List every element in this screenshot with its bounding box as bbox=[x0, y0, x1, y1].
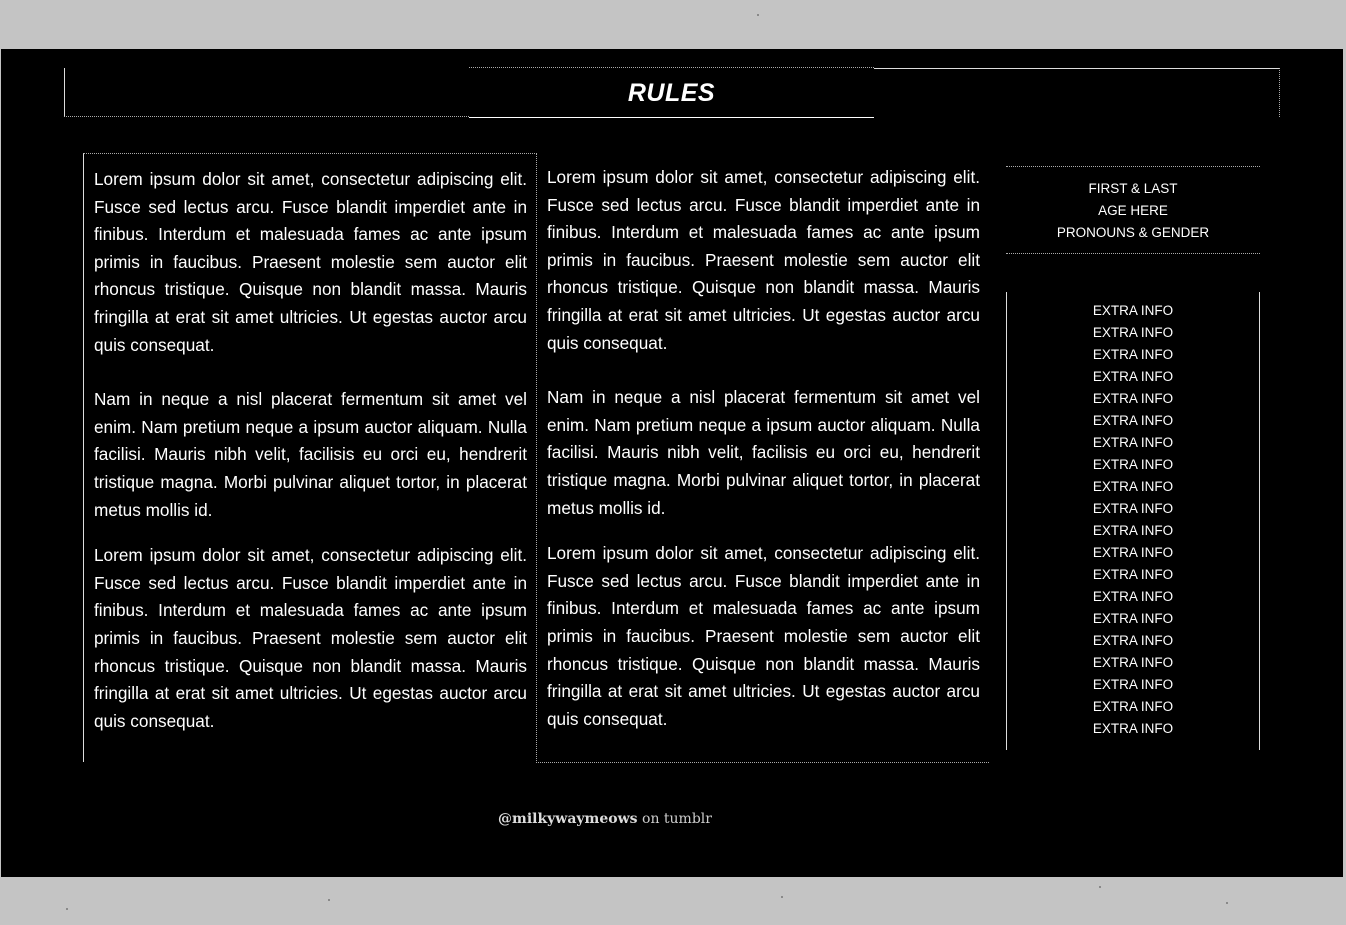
extra-info-item: EXTRA INFO bbox=[1092, 413, 1174, 428]
rules-paragraph: Lorem ipsum dolor sit amet, consectetur adipiscing elit. Fusce sed lectus arcu. Fusce blandit imperdiet ante in finibus. Interdum et malesuada fames ac ante ipsum primis in faucibus. Praesent molestie sem auctor elit rhoncus tristique. Quisque non blandit massa. Mauris fringilla at erat sit amet ultricies. Ut egestas auctor arcu quis consequat. bbox=[547, 543, 980, 729]
extra-info-item: EXTRA INFO bbox=[1092, 303, 1174, 318]
rules-paragraph: Nam in neque a nisl placerat fermentum sit amet vel enim. Nam pretium neque a ipsum auctor aliquam. Nulla facilisi. Mauris nibh velit, facilisis eu orci eu, hendrerit tristique magna. Morbi pulvinar aliquet tortor, in placerat metus mollis id. bbox=[547, 387, 980, 518]
rules-card bbox=[1, 49, 1343, 877]
extra-info-item: EXTRA INFO bbox=[1092, 611, 1174, 626]
paper-speck bbox=[1099, 886, 1101, 888]
profile-name: FIRST & LAST bbox=[1088, 181, 1178, 196]
extra-info-item: EXTRA INFO bbox=[1092, 369, 1174, 384]
extra-info-item: EXTRA INFO bbox=[1092, 699, 1174, 714]
credit-line bbox=[0, 811, 1276, 827]
header-frame-left bbox=[64, 68, 469, 117]
rules-paragraph: Lorem ipsum dolor sit amet, consectetur adipiscing elit. Fusce sed lectus arcu. Fusce blandit imperdiet ante in finibus. Interdum et malesuada fames ac ante ipsum primis in faucibus. Praesent molestie sem auctor elit rhoncus tristique. Quisque non blandit massa. Mauris fringilla at erat sit amet ultricies. Ut egestas auctor arcu quis consequat. bbox=[547, 167, 980, 353]
extra-info-item: EXTRA INFO bbox=[1092, 589, 1174, 604]
credit-handle-link[interactable]: @milkywaymeows bbox=[498, 811, 638, 827]
rules-column-left bbox=[83, 153, 537, 762]
extra-info-item: EXTRA INFO bbox=[1092, 479, 1174, 494]
paper-speck bbox=[781, 896, 783, 898]
extra-info-item: EXTRA INFO bbox=[1092, 325, 1174, 340]
rules-paragraph: Lorem ipsum dolor sit amet, consectetur adipiscing elit. Fusce sed lectus arcu. Fusce blandit imperdiet ante in finibus. Interdum et malesuada fames ac ante ipsum primis in faucibus. Praesent molestie sem auctor elit rhoncus tristique. Quisque non blandit massa. Mauris fringilla at erat sit amet ultricies. Ut egestas auctor arcu quis consequat. bbox=[94, 169, 527, 355]
extra-info-item: EXTRA INFO bbox=[1092, 545, 1174, 560]
extra-info-item: EXTRA INFO bbox=[1092, 677, 1174, 692]
extra-info-item: EXTRA INFO bbox=[1092, 567, 1174, 582]
profile-age: AGE HERE bbox=[1098, 203, 1168, 218]
paper-speck bbox=[66, 908, 68, 910]
extra-info-item: EXTRA INFO bbox=[1092, 655, 1174, 670]
extra-info-item: EXTRA INFO bbox=[1092, 457, 1174, 472]
extra-info-item: EXTRA INFO bbox=[1092, 721, 1174, 736]
extra-info-item: EXTRA INFO bbox=[1092, 347, 1174, 362]
credit-suffix: on tumblr bbox=[637, 811, 712, 827]
rules-paragraph: Lorem ipsum dolor sit amet, consectetur adipiscing elit. Fusce sed lectus arcu. Fusce blandit imperdiet ante in finibus. Interdum et malesuada fames ac ante ipsum primis in faucibus. Praesent molestie sem auctor elit rhoncus tristique. Quisque non blandit massa. Mauris fringilla at erat sit amet ultricies. Ut egestas auctor arcu quis consequat. bbox=[94, 545, 527, 731]
paper-speck bbox=[1226, 902, 1228, 904]
extra-info-item: EXTRA INFO bbox=[1092, 391, 1174, 406]
extra-info-item: EXTRA INFO bbox=[1092, 435, 1174, 450]
extra-info-item: EXTRA INFO bbox=[1092, 501, 1174, 516]
extra-info-list bbox=[1006, 292, 1260, 750]
extra-info-item: EXTRA INFO bbox=[1092, 633, 1174, 648]
profile-box bbox=[1006, 166, 1260, 254]
extra-info-item: EXTRA INFO bbox=[1092, 523, 1174, 538]
page-title: RULES bbox=[627, 79, 716, 107]
rules-paragraph: Nam in neque a nisl placerat fermentum sit amet vel enim. Nam pretium neque a ipsum auctor aliquam. Nulla facilisi. Mauris nibh velit, facilisis eu orci eu, hendrerit tristique magna. Morbi pulvinar aliquet tortor, in placerat metus mollis id. bbox=[94, 389, 527, 520]
paper-speck bbox=[328, 899, 330, 901]
header-title-box bbox=[469, 67, 874, 118]
rules-column-middle bbox=[536, 153, 989, 763]
profile-pronouns: PRONOUNS & GENDER bbox=[1056, 225, 1210, 240]
paper-speck bbox=[757, 14, 759, 16]
header-frame-right bbox=[874, 68, 1280, 117]
